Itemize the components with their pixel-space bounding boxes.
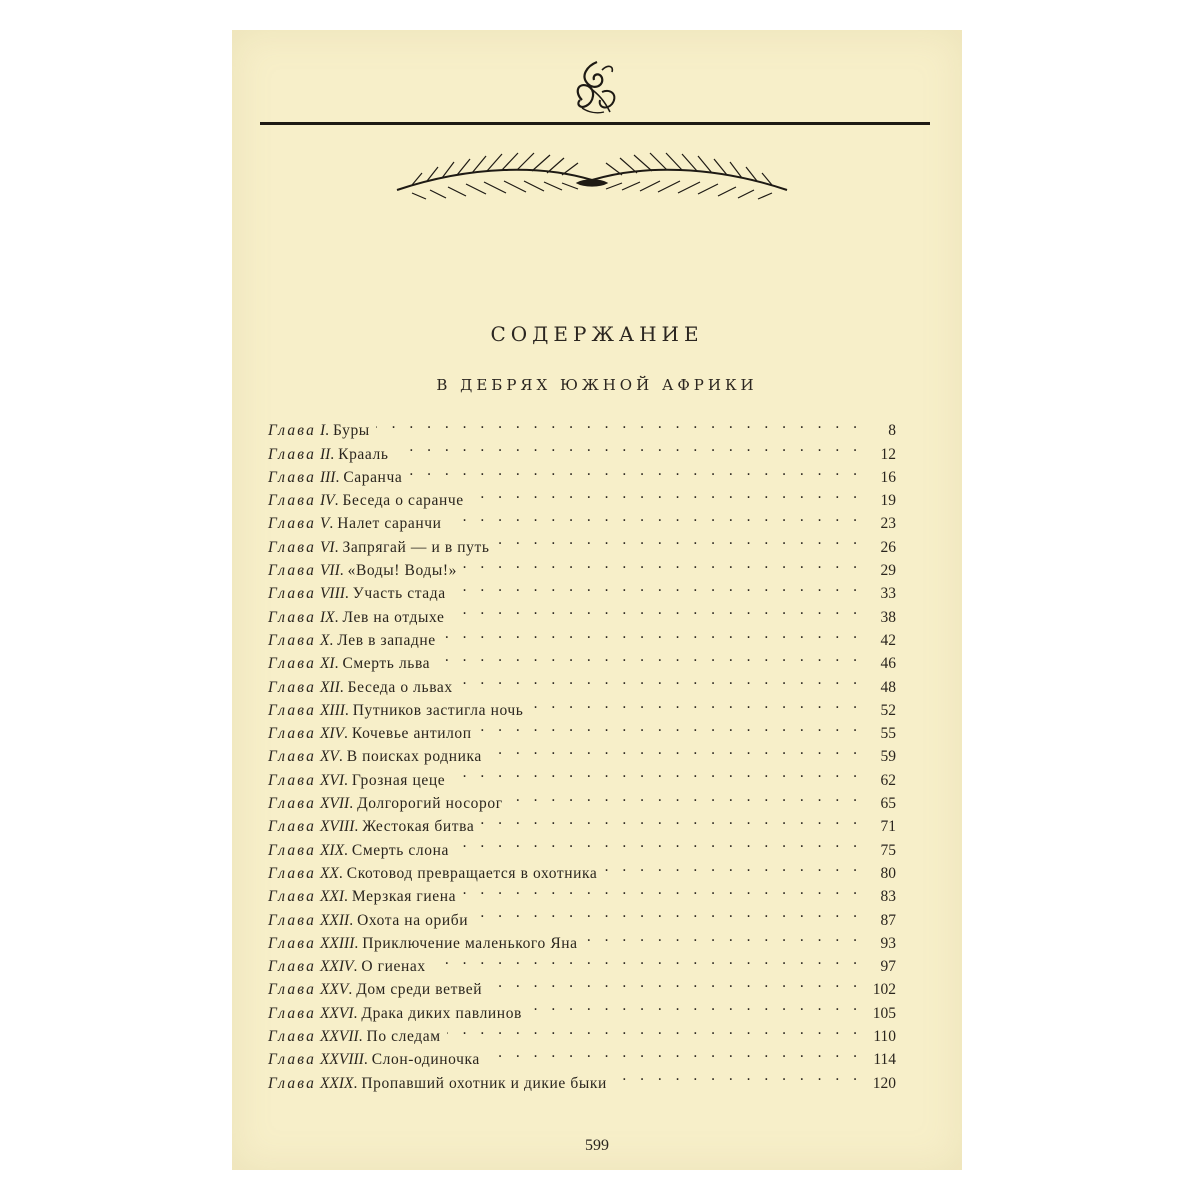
toc-entry: Глава X . Лев в западне . . . 42 bbox=[268, 622, 896, 645]
chapter-title: Смерть слона bbox=[351, 841, 449, 859]
dot-leader bbox=[395, 435, 862, 458]
chapter-page: 29 bbox=[880, 562, 896, 580]
chapter-title: Жестокая битва bbox=[362, 818, 475, 836]
dot-leader bbox=[448, 505, 862, 528]
chapter-title: Беседа о львах bbox=[347, 678, 453, 696]
chapter-title: Буры bbox=[332, 422, 370, 440]
dot-leader bbox=[450, 598, 862, 621]
chapter-title: Запрягай — и в путь bbox=[342, 538, 490, 556]
toc-entry: Глава XVII . Долгорогий носорог . . . 65 bbox=[268, 785, 896, 808]
dot-leader bbox=[584, 925, 862, 948]
chapter-title: Саранча bbox=[343, 468, 403, 486]
dot-leader bbox=[488, 971, 862, 994]
dot-leader bbox=[496, 528, 862, 551]
dot-leader bbox=[452, 575, 862, 598]
chapter-page: 120 bbox=[872, 1074, 896, 1092]
chapter-label: Глава bbox=[268, 445, 317, 463]
chapter-number: XXII bbox=[319, 911, 350, 929]
chapter-page: 55 bbox=[880, 725, 896, 743]
chapter-label: Глава bbox=[268, 492, 317, 510]
section-title: В ДЕБРЯХ ЮЖНОЙ АФРИКИ bbox=[436, 376, 758, 394]
chapter-label: Глава bbox=[268, 422, 317, 440]
chapter-label: Глава bbox=[268, 1028, 317, 1046]
toc-entry: Глава XX . Скотовод превращается в охотника . . . 80 bbox=[268, 855, 896, 878]
toc-entry: Глава XXV . Дом среди ветвей . . . 102 bbox=[268, 971, 896, 994]
chapter-number: XXIII bbox=[319, 934, 355, 952]
toc-entry: Глава XXVII . По следам . . . 110 bbox=[268, 1018, 896, 1041]
dot-leader bbox=[451, 761, 862, 784]
table-of-contents bbox=[268, 412, 896, 1092]
chapter-label: Глава bbox=[268, 795, 317, 813]
toc-entry: Глава III . Саранча . . . 16 bbox=[268, 459, 896, 482]
toc-entry: Глава V . Налет саранчи . . . 23 bbox=[268, 505, 896, 528]
chapter-title: Налет саранчи bbox=[337, 515, 442, 533]
chapter-number: X bbox=[319, 631, 330, 649]
chapter-page: 102 bbox=[872, 981, 896, 999]
chapter-title: Лев в западне bbox=[337, 631, 436, 649]
chapter-title: Скотовод превращается в охотника bbox=[346, 864, 598, 882]
dot-leader bbox=[376, 412, 862, 435]
toc-entry: Глава XXVI . Драка диких павлинов . . . 105 bbox=[268, 994, 896, 1017]
chapter-title: Грозная цеце bbox=[351, 771, 446, 789]
chapter-number: IV bbox=[319, 492, 335, 510]
toc-entry: Глава IX . Лев на отдыхе . . . 38 bbox=[268, 598, 896, 621]
chapter-label: Глава bbox=[268, 818, 317, 836]
chapter-number: VII bbox=[319, 562, 340, 580]
toc-entry: Глава IV . Беседа о саранче . . . 19 bbox=[268, 482, 896, 505]
chapter-page: 12 bbox=[880, 445, 896, 463]
toc-entry: Глава XV . В поисках родника . . . 59 bbox=[268, 738, 896, 761]
chapter-page: 59 bbox=[880, 748, 896, 766]
chapter-number: I bbox=[319, 422, 326, 440]
chapter-number: XI bbox=[319, 655, 335, 673]
dot-leader bbox=[455, 831, 862, 854]
chapter-page: 19 bbox=[880, 492, 896, 510]
chapter-number: XXVI bbox=[319, 1004, 354, 1022]
chapter-label: Глава bbox=[268, 701, 317, 719]
chapter-number: XVIII bbox=[319, 818, 355, 836]
dot-leader bbox=[459, 668, 862, 691]
chapter-label: Глава bbox=[268, 468, 317, 486]
toc-entry: Глава XIV . Кочевье антилоп . . . 55 bbox=[268, 715, 896, 738]
toc-entry: Глава VIII . Участь стада . . . 33 bbox=[268, 575, 896, 598]
chapter-label: Глава bbox=[268, 655, 317, 673]
chapter-label: Глава bbox=[268, 958, 317, 976]
chapter-number: XXV bbox=[319, 981, 349, 999]
chapter-page: 97 bbox=[880, 958, 896, 976]
chapter-title: Путников застигла ночь bbox=[352, 701, 524, 719]
chapter-label: Глава bbox=[268, 562, 317, 580]
chapter-label: Глава bbox=[268, 538, 317, 556]
dot-leader bbox=[613, 1064, 862, 1087]
dot-leader bbox=[486, 1041, 862, 1064]
chapter-title: Пропавший охотник и дикие быки bbox=[361, 1074, 607, 1092]
chapter-page: 33 bbox=[880, 585, 896, 603]
chapter-page: 23 bbox=[880, 515, 896, 533]
chapter-number: XIII bbox=[319, 701, 345, 719]
chapter-label: Глава bbox=[268, 934, 317, 952]
chapter-number: XXIX bbox=[319, 1074, 354, 1092]
chapter-title: Кочевье антилоп bbox=[351, 725, 472, 743]
chapter-title: Приключение маленького Яна bbox=[362, 934, 578, 952]
toc-entry: Глава XIX . Смерть слона . . . 75 bbox=[268, 831, 896, 854]
chapter-label: Глава bbox=[268, 631, 317, 649]
chapter-page: 8 bbox=[888, 422, 896, 440]
chapter-number: XIX bbox=[319, 841, 345, 859]
contents-title: СОДЕРЖАНИЕ bbox=[490, 322, 704, 346]
chapter-page: 93 bbox=[880, 934, 896, 952]
toc-entry: Глава XII . Беседа о львах . . . 48 bbox=[268, 668, 896, 691]
chapter-number: XXVII bbox=[319, 1028, 359, 1046]
palm-branch-icon bbox=[392, 135, 792, 215]
chapter-label: Глава bbox=[268, 608, 317, 626]
toc-entry: Глава XXIII . Приключение маленького Яна . . . 93 bbox=[268, 925, 896, 948]
chapter-title: По следам bbox=[366, 1028, 441, 1046]
chapter-number: II bbox=[319, 445, 331, 463]
chapter-label: Глава bbox=[268, 678, 317, 696]
chapter-page: 26 bbox=[880, 538, 896, 556]
chapter-number: XIV bbox=[319, 725, 345, 743]
toc-entry: Глава XI . Смерть льва . . . 46 bbox=[268, 645, 896, 668]
chapter-page: 48 bbox=[880, 678, 896, 696]
chapter-label: Глава bbox=[268, 888, 317, 906]
chapter-title: Слон-одиночка bbox=[371, 1051, 480, 1069]
dot-leader bbox=[509, 785, 862, 808]
toc-entry: Глава XXIV . О гиенах . . . 97 bbox=[268, 948, 896, 971]
chapter-number: IX bbox=[319, 608, 335, 626]
chapter-number: V bbox=[319, 515, 330, 533]
chapter-label: Глава bbox=[268, 864, 317, 882]
chapter-page: 80 bbox=[880, 864, 896, 882]
toc-entry: Глава XVIII . Жестокая битва . . . 71 bbox=[268, 808, 896, 831]
toc-entry: Глава XIII . Путников застигла ночь . . . 52 bbox=[268, 692, 896, 715]
chapter-number: XXI bbox=[319, 888, 345, 906]
dot-leader bbox=[408, 459, 862, 482]
chapter-label: Глава bbox=[268, 1074, 317, 1092]
chapter-number: III bbox=[319, 468, 336, 486]
dot-leader bbox=[447, 1018, 862, 1041]
chapter-title: Мерзкая гиена bbox=[351, 888, 457, 906]
chapter-page: 16 bbox=[880, 468, 896, 486]
chapter-label: Глава bbox=[268, 1051, 317, 1069]
chapter-page: 65 bbox=[880, 795, 896, 813]
chapter-number: XVI bbox=[319, 771, 345, 789]
toc-entry: Глава XXI . Мерзкая гиена . . . 83 bbox=[268, 878, 896, 901]
chapter-title: «Воды! Воды!» bbox=[347, 562, 457, 580]
chapter-label: Глава bbox=[268, 515, 317, 533]
toc-entry: Глава XXIX . Пропавший охотник и дикие быки . . . 120 bbox=[268, 1064, 896, 1087]
chapter-page: 114 bbox=[873, 1051, 896, 1069]
dot-leader bbox=[436, 645, 862, 668]
chapter-page: 62 bbox=[880, 771, 896, 789]
chapter-title: Драка диких павлинов bbox=[361, 1004, 522, 1022]
dot-leader bbox=[470, 482, 862, 505]
chapter-label: Глава bbox=[268, 748, 317, 766]
toc-entry: Глава XXII . Охота на ориби . . . 87 bbox=[268, 901, 896, 924]
toc-entry: Глава II . Крааль . . . 12 bbox=[268, 435, 896, 458]
chapter-title: В поисках родника bbox=[346, 748, 482, 766]
dot-leader bbox=[528, 994, 862, 1017]
dot-leader bbox=[529, 692, 862, 715]
chapter-title: Беседа о саранче bbox=[342, 492, 464, 510]
floral-flourish-icon bbox=[552, 52, 642, 127]
toc-entry: Глава XXVIII . Слон-одиночка . . . 114 bbox=[268, 1041, 896, 1064]
chapter-label: Глава bbox=[268, 771, 317, 789]
chapter-number: XVII bbox=[319, 795, 350, 813]
chapter-number: VI bbox=[319, 538, 335, 556]
chapter-page: 71 bbox=[880, 818, 896, 836]
toc-entry: Глава I . Буры . . . 8 bbox=[268, 412, 896, 435]
toc-entry: Глава VII . «Воды! Воды!» . . . 29 bbox=[268, 552, 896, 575]
chapter-number: VIII bbox=[319, 585, 345, 603]
chapter-number: XII bbox=[319, 678, 340, 696]
dot-leader bbox=[603, 855, 862, 878]
dot-leader bbox=[463, 552, 862, 575]
book-page bbox=[232, 30, 962, 1170]
chapter-page: 87 bbox=[880, 911, 896, 929]
chapter-page: 52 bbox=[880, 701, 896, 719]
chapter-title: Лев на отдыхе bbox=[342, 608, 445, 626]
toc-entry: Глава XVI . Грозная цеце . . . 62 bbox=[268, 761, 896, 784]
chapter-page: 42 bbox=[880, 631, 896, 649]
dot-leader bbox=[474, 901, 862, 924]
chapter-label: Глава bbox=[268, 725, 317, 743]
chapter-page: 83 bbox=[880, 888, 896, 906]
horizontal-rule bbox=[260, 122, 930, 125]
chapter-title: Участь стада bbox=[352, 585, 446, 603]
chapter-number: XV bbox=[319, 748, 339, 766]
chapter-label: Глава bbox=[268, 1004, 317, 1022]
chapter-title: Смерть льва bbox=[342, 655, 431, 673]
chapter-page: 46 bbox=[880, 655, 896, 673]
toc-entry: Глава VI . Запрягай — и в путь . . . 26 bbox=[268, 528, 896, 551]
chapter-number: XXIV bbox=[319, 958, 354, 976]
chapter-number: XX bbox=[319, 864, 339, 882]
chapter-label: Глава bbox=[268, 585, 317, 603]
dot-leader bbox=[432, 948, 862, 971]
dot-leader bbox=[488, 738, 862, 761]
chapter-page: 105 bbox=[872, 1004, 896, 1022]
dot-leader bbox=[462, 878, 862, 901]
dot-leader bbox=[480, 808, 862, 831]
chapter-number: XXVIII bbox=[319, 1051, 364, 1069]
chapter-title: Крааль bbox=[338, 445, 389, 463]
chapter-page: 110 bbox=[873, 1028, 896, 1046]
chapter-label: Глава bbox=[268, 981, 317, 999]
page-number: 599 bbox=[585, 1137, 609, 1154]
chapter-title: Дом среди ветвей bbox=[356, 981, 483, 999]
chapter-title: Долгорогий носорог bbox=[357, 795, 503, 813]
chapter-label: Глава bbox=[268, 841, 317, 859]
chapter-title: Охота на ориби bbox=[357, 911, 469, 929]
chapter-title: О гиенах bbox=[361, 958, 426, 976]
dot-leader bbox=[442, 622, 862, 645]
dot-leader bbox=[478, 715, 862, 738]
chapter-label: Глава bbox=[268, 911, 317, 929]
chapter-page: 75 bbox=[880, 841, 896, 859]
chapter-page: 38 bbox=[880, 608, 896, 626]
